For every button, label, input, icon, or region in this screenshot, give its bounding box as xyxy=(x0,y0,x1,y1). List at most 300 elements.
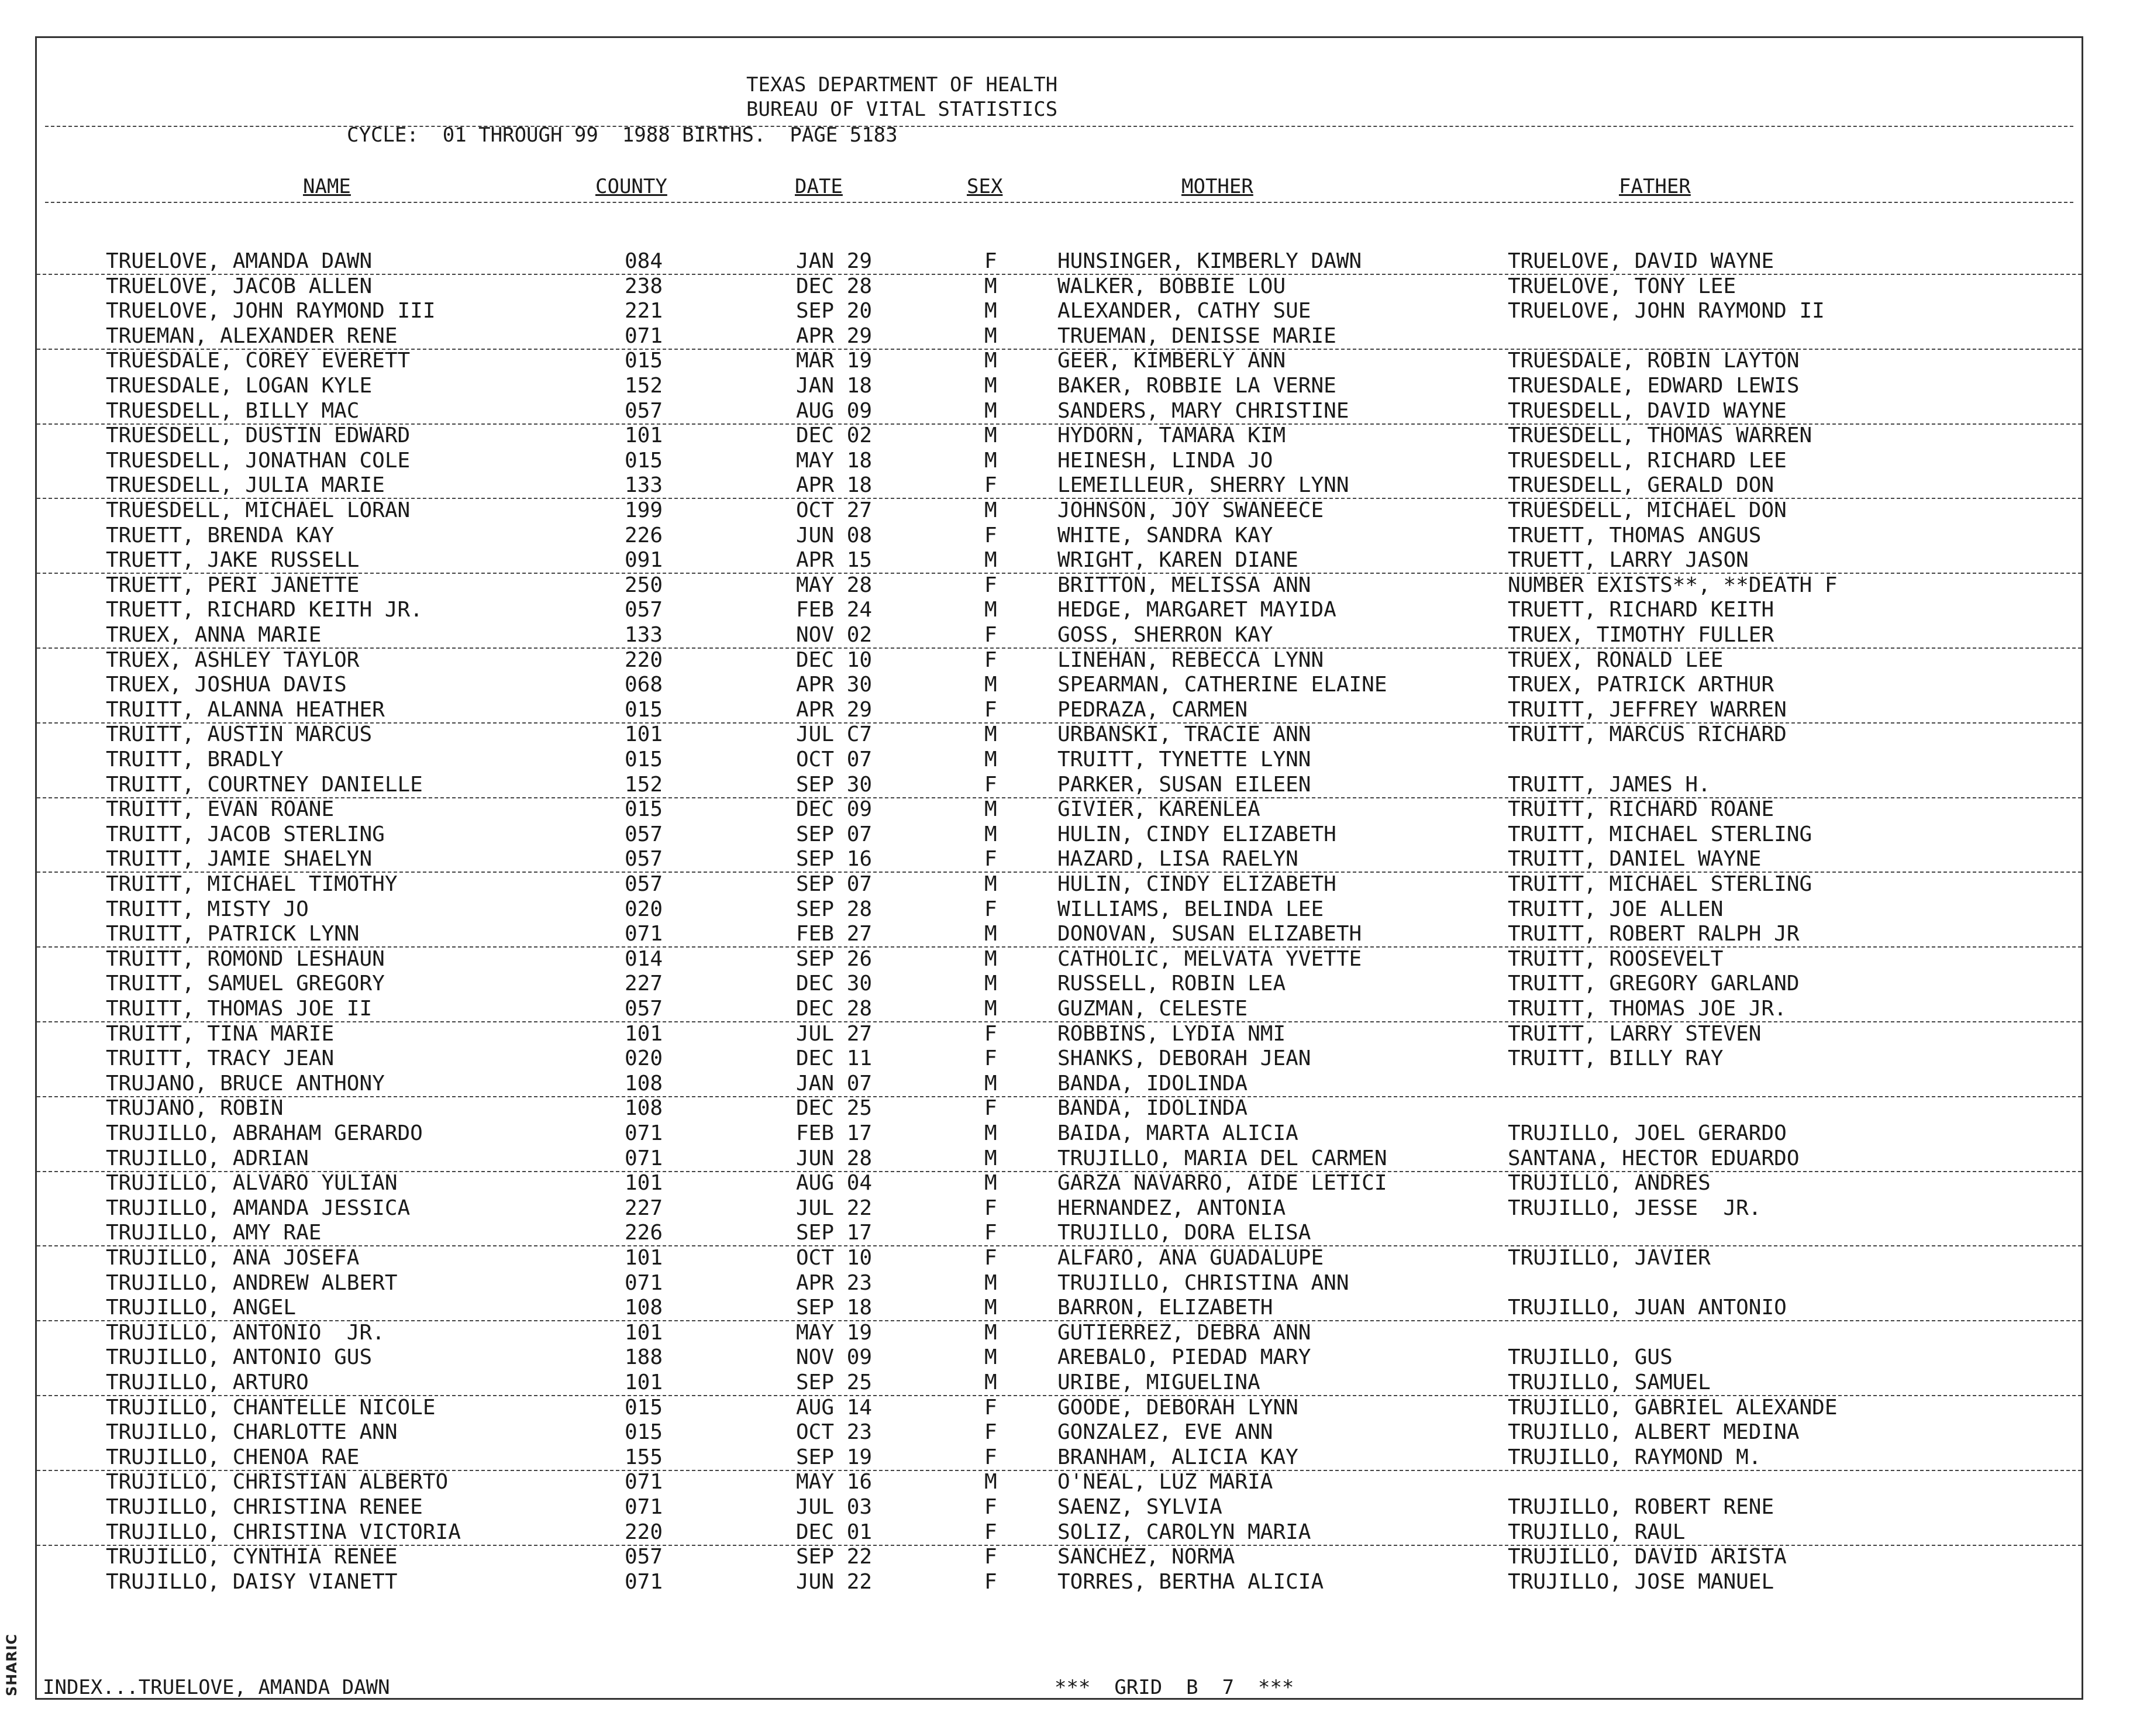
table-row xyxy=(37,1445,2082,1471)
cell-name: TRUEX, JOSHUA DAVIS xyxy=(106,673,347,697)
cell-name: TRUETT, JAKE RUSSELL xyxy=(106,548,360,573)
cell-mother: HULIN, CINDY ELIZABETH xyxy=(1057,822,1336,846)
table-row xyxy=(37,1469,2082,1494)
cell-sex: F xyxy=(984,1096,997,1121)
column-header-date: DATE xyxy=(795,175,843,198)
cell-date: APR 15 xyxy=(796,548,873,573)
cell-date: DEC 25 xyxy=(796,1096,873,1121)
table-row xyxy=(37,772,2082,798)
cell-mother: SHANKS, DEBORAH JEAN xyxy=(1057,1046,1311,1071)
cell-mother: HYDORN, TAMARA KIM xyxy=(1057,423,1286,448)
cell-mother: BRANHAM, ALICIA KAY xyxy=(1057,1445,1298,1469)
cell-name: TRUITT, EVAN ROANE xyxy=(106,797,335,822)
cell-name: TRUELOVE, JACOB ALLEN xyxy=(106,274,373,298)
cell-name: TRUEX, ASHLEY TAYLOR xyxy=(106,647,360,672)
cell-date: DEC 01 xyxy=(796,1520,873,1544)
cell-date: DEC 02 xyxy=(796,423,873,448)
cell-sex: M xyxy=(984,1345,997,1370)
cell-father: TRUITT, GREGORY GARLAND xyxy=(1508,972,1800,996)
cell-county: 227 xyxy=(625,972,663,996)
cell-county: 057 xyxy=(625,872,663,896)
cell-date: MAY 19 xyxy=(796,1320,873,1345)
table-row xyxy=(37,274,2082,299)
cell-sex: F xyxy=(984,1221,997,1245)
cell-name: TRUJILLO, CHRISTINA VICTORIA xyxy=(106,1520,461,1544)
cell-mother: HEINESH, LINDA JO xyxy=(1057,448,1273,473)
table-row xyxy=(37,1021,2082,1046)
cell-county: 015 xyxy=(625,448,663,473)
cell-sex: F xyxy=(984,647,997,672)
cell-name: TRUITT, COURTNEY DANIELLE xyxy=(106,772,423,797)
cell-sex: F xyxy=(984,772,997,797)
cell-county: 101 xyxy=(625,1021,663,1046)
table-row xyxy=(37,872,2082,897)
cell-sex: M xyxy=(984,797,997,822)
cell-county: 020 xyxy=(625,1046,663,1071)
cell-mother: GOSS, SHERRON KAY xyxy=(1057,623,1273,647)
cell-date: SEP 25 xyxy=(796,1370,873,1394)
cell-sex: M xyxy=(984,748,997,771)
table-row xyxy=(37,547,2082,574)
table-row xyxy=(37,1220,2082,1246)
cell-county: 015 xyxy=(625,1395,663,1420)
table-row xyxy=(37,1146,2082,1172)
cell-sex: F xyxy=(984,1495,997,1519)
cell-name: TRUEMAN, ALEXANDER RENE xyxy=(106,323,398,348)
cell-date: JUL 27 xyxy=(796,1021,873,1046)
cell-date: SEP 26 xyxy=(796,946,873,971)
cell-sex: M xyxy=(984,1270,997,1295)
cell-mother: BANDA, IDOLINDA xyxy=(1057,1096,1248,1121)
cell-name: TRUJILLO, ANDREW ALBERT xyxy=(106,1270,398,1295)
cell-name: TRUJILLO, ANGEL xyxy=(106,1296,297,1320)
cell-date: SEP 30 xyxy=(796,772,873,797)
cell-county: 015 xyxy=(625,697,663,722)
table-row xyxy=(37,523,2082,548)
cell-mother: GUZMAN, CELESTE xyxy=(1057,997,1248,1021)
cell-name: TRUJILLO, AMY RAE xyxy=(106,1221,322,1245)
cell-date: SEP 28 xyxy=(796,897,873,921)
column-header-name: NAME xyxy=(303,175,351,198)
cell-county: 015 xyxy=(625,748,663,771)
footer-index: INDEX...TRUELOVE, AMANDA DAWN xyxy=(43,1676,390,1699)
cell-father: TRUITT, JAMES H. xyxy=(1508,772,1711,797)
table-row xyxy=(37,1196,2082,1221)
cell-name: TRUJILLO, ANTONIO GUS xyxy=(106,1345,373,1370)
cell-father: TRUELOVE, TONY LEE xyxy=(1508,274,1736,298)
cell-name: TRUJILLO, DAISY VIANETT xyxy=(106,1569,398,1594)
cell-sex: M xyxy=(984,423,997,448)
cell-name: TRUESDELL, BILLY MAC xyxy=(106,398,360,423)
cell-mother: WRIGHT, KAREN DIANE xyxy=(1057,548,1298,573)
cell-father: NUMBER EXISTS**, **DEATH F xyxy=(1508,573,1838,597)
cell-date: DEC 10 xyxy=(796,647,873,672)
cell-father: TRUELOVE, DAVID WAYNE xyxy=(1508,249,1774,273)
cell-sex: F xyxy=(984,697,997,722)
cell-name: TRUJILLO, ADRIAN xyxy=(106,1146,309,1170)
table-row xyxy=(37,1520,2082,1546)
cell-county: 015 xyxy=(625,349,663,373)
table-row xyxy=(37,797,2082,822)
header-cycle: CYCLE: 01 THROUGH 99 1988 BIRTHS. PAGE 5183 xyxy=(347,123,898,147)
cell-name: TRUJILLO, ABRAHAM GERARDO xyxy=(106,1121,423,1145)
cell-county: 057 xyxy=(625,997,663,1021)
cell-father: TRUITT, JEFFREY WARREN xyxy=(1508,697,1787,722)
table-row xyxy=(37,348,2082,373)
table-row xyxy=(37,921,2082,948)
cell-sex: M xyxy=(984,398,997,423)
header-bureau: BUREAU OF VITAL STATISTICS xyxy=(746,98,1058,121)
cell-date: MAY 16 xyxy=(796,1470,873,1494)
cell-sex: F xyxy=(984,1520,997,1544)
cell-father: TRUJILLO, JOEL GERARDO xyxy=(1508,1121,1787,1145)
cell-mother: URBANSKI, TRACIE ANN xyxy=(1057,722,1311,747)
cell-name: TRUJANO, ROBIN xyxy=(106,1096,284,1121)
cell-date: DEC 28 xyxy=(796,274,873,298)
cell-name: TRUITT, JACOB STERLING xyxy=(106,822,385,846)
cell-date: OCT 10 xyxy=(796,1246,873,1270)
table-row xyxy=(37,1494,2082,1520)
cell-name: TRUITT, MICHAEL TIMOTHY xyxy=(106,872,398,896)
table-row xyxy=(37,1320,2082,1345)
cell-sex: M xyxy=(984,1320,997,1345)
cell-name: TRUELOVE, JOHN RAYMOND III xyxy=(106,299,436,323)
table-row xyxy=(37,473,2082,499)
column-header-sex: SEX xyxy=(967,175,1003,198)
cell-name: TRUJILLO, ALVARO YULIAN xyxy=(106,1171,398,1196)
cell-sex: M xyxy=(984,1296,997,1320)
cell-father: TRUESDELL, GERALD DON xyxy=(1508,473,1774,498)
cell-father: TRUJILLO, ROBERT RENE xyxy=(1508,1495,1774,1519)
cell-sex: F xyxy=(984,1021,997,1046)
table-row xyxy=(37,1370,2082,1396)
cell-father: TRUJILLO, JUAN ANTONIO xyxy=(1508,1296,1787,1320)
cell-mother: GEER, KIMBERLY ANN xyxy=(1057,349,1286,373)
cell-father: TRUJILLO, RAYMOND M. xyxy=(1508,1445,1762,1469)
cell-sex: M xyxy=(984,872,997,896)
cell-father: TRUESDELL, MICHAEL DON xyxy=(1508,498,1787,522)
cell-mother: TRUITT, TYNETTE LYNN xyxy=(1057,748,1311,771)
cell-name: TRUJILLO, ARTURO xyxy=(106,1370,309,1394)
table-row xyxy=(37,946,2082,972)
cell-name: TRUITT, TRACY JEAN xyxy=(106,1046,335,1071)
cell-father: TRUESDELL, THOMAS WARREN xyxy=(1508,423,1812,448)
cell-date: NOV 09 xyxy=(796,1345,873,1370)
cell-sex: F xyxy=(984,573,997,597)
cell-sex: F xyxy=(984,1196,997,1220)
cell-mother: ALEXANDER, CATHY SUE xyxy=(1057,299,1311,323)
cell-county: 227 xyxy=(625,1196,663,1220)
cell-sex: F xyxy=(984,1395,997,1420)
cell-father: TRUETT, THOMAS ANGUS xyxy=(1508,523,1762,547)
cell-mother: BAIDA, MARTA ALICIA xyxy=(1057,1121,1298,1145)
cell-father: TRUEX, RONALD LEE xyxy=(1508,647,1724,672)
cell-mother: GUTIERREZ, DEBRA ANN xyxy=(1057,1320,1311,1345)
cell-date: MAY 18 xyxy=(796,448,873,473)
cell-name: TRUJILLO, CHENOA RAE xyxy=(106,1445,360,1469)
footer-grid: *** GRID B 7 *** xyxy=(1055,1676,1294,1699)
cell-mother: SPEARMAN, CATHERINE ELAINE xyxy=(1057,673,1387,697)
cell-sex: M xyxy=(984,1171,997,1196)
cell-mother: SOLIZ, CAROLYN MARIA xyxy=(1057,1520,1311,1544)
cell-father: TRUITT, BILLY RAY xyxy=(1508,1046,1724,1071)
cell-mother: SANCHEZ, NORMA xyxy=(1057,1545,1235,1569)
cell-sex: M xyxy=(984,299,997,323)
table-row xyxy=(37,423,2082,448)
cell-county: 101 xyxy=(625,423,663,448)
cell-sex: F xyxy=(984,897,997,921)
cell-name: TRUITT, TINA MARIE xyxy=(106,1021,335,1046)
cell-sex: M xyxy=(984,374,997,398)
cell-name: TRUITT, SAMUEL GREGORY xyxy=(106,972,385,996)
table-row xyxy=(37,1270,2082,1296)
table-row xyxy=(37,1170,2082,1196)
cell-sex: M xyxy=(984,548,997,573)
cell-sex: M xyxy=(984,598,997,622)
cell-father: TRUITT, ROBERT RALPH JR xyxy=(1508,922,1800,946)
cell-county: 152 xyxy=(625,374,663,398)
cell-county: 108 xyxy=(625,1296,663,1320)
cell-mother: TORRES, BERTHA ALICIA xyxy=(1057,1569,1324,1594)
cell-mother: PARKER, SUSAN EILEEN xyxy=(1057,772,1311,797)
table-row xyxy=(37,597,2082,622)
cell-date: DEC 30 xyxy=(796,972,873,996)
cell-county: 057 xyxy=(625,822,663,846)
cell-date: JUL 22 xyxy=(796,1196,873,1220)
cell-mother: BARRON, ELIZABETH xyxy=(1057,1296,1273,1320)
cell-name: TRUESDALE, COREY EVERETT xyxy=(106,349,411,373)
cell-date: APR 30 xyxy=(796,673,873,697)
table-row xyxy=(37,897,2082,922)
cell-mother: LEMEILLEUR, SHERRY LYNN xyxy=(1057,473,1349,498)
table-row xyxy=(37,398,2082,425)
cell-date: JAN 07 xyxy=(796,1071,873,1096)
cell-name: TRUESDELL, DUSTIN EDWARD xyxy=(106,423,411,448)
table-row xyxy=(37,622,2082,649)
cell-name: TRUITT, MISTY JO xyxy=(106,897,309,921)
cell-county: 014 xyxy=(625,946,663,971)
cell-date: JUN 28 xyxy=(796,1146,873,1170)
cell-county: 199 xyxy=(625,498,663,522)
cell-county: 238 xyxy=(625,274,663,298)
cell-mother: ROBBINS, LYDIA NMI xyxy=(1057,1021,1286,1046)
cell-father: TRUJILLO, SAMUEL xyxy=(1508,1370,1711,1394)
cell-father: TRUJILLO, GABRIEL ALEXANDE xyxy=(1508,1395,1838,1420)
cell-date: APR 18 xyxy=(796,473,873,498)
cell-date: NOV 02 xyxy=(796,623,873,647)
cell-sex: M xyxy=(984,498,997,522)
cell-name: TRUJILLO, AMANDA JESSICA xyxy=(106,1196,411,1220)
cell-county: 071 xyxy=(625,1495,663,1519)
cell-date: APR 23 xyxy=(796,1270,873,1295)
cell-sex: F xyxy=(984,523,997,547)
cell-father: TRUITT, ROOSEVELT xyxy=(1508,946,1724,971)
cell-county: 152 xyxy=(625,772,663,797)
cell-name: TRUETT, PERI JANETTE xyxy=(106,573,360,597)
cell-name: TRUESDELL, JULIA MARIE xyxy=(106,473,385,498)
cell-county: 133 xyxy=(625,473,663,498)
cell-father: TRUETT, LARRY JASON xyxy=(1508,548,1749,573)
cell-county: 220 xyxy=(625,647,663,672)
cell-father: TRUITT, LARRY STEVEN xyxy=(1508,1021,1762,1046)
cell-name: TRUJILLO, CHRISTINA RENEE xyxy=(106,1495,423,1519)
table-row xyxy=(37,573,2082,598)
cell-county: 084 xyxy=(625,249,663,273)
cell-name: TRUESDELL, JONATHAN COLE xyxy=(106,448,411,473)
cell-sex: M xyxy=(984,673,997,697)
cell-mother: BRITTON, MELISSA ANN xyxy=(1057,573,1311,597)
table-row xyxy=(37,1071,2082,1097)
cell-father: SANTANA, HECTOR EDUARDO xyxy=(1508,1146,1800,1170)
table-row xyxy=(37,647,2082,673)
cell-county: 015 xyxy=(625,1420,663,1445)
cell-father: TRUJILLO, JOSE MANUEL xyxy=(1508,1569,1774,1594)
cell-date: OCT 23 xyxy=(796,1420,873,1445)
cell-sex: F xyxy=(984,1569,997,1594)
cell-sex: M xyxy=(984,1370,997,1394)
cell-county: 250 xyxy=(625,573,663,597)
cell-county: 071 xyxy=(625,922,663,946)
cell-name: TRUJILLO, ANA JOSEFA xyxy=(106,1246,360,1270)
table-row xyxy=(37,298,2082,323)
cell-name: TRUITT, ALANNA HEATHER xyxy=(106,697,385,722)
cell-county: 133 xyxy=(625,623,663,647)
cell-name: TRUETT, RICHARD KEITH JR. xyxy=(106,598,423,622)
table-row xyxy=(37,672,2082,697)
table-row xyxy=(37,1345,2082,1370)
cell-sex: M xyxy=(984,997,997,1021)
cell-county: 101 xyxy=(625,1370,663,1394)
cell-mother: CATHOLIC, MELVATA YVETTE xyxy=(1057,946,1362,971)
cell-date: OCT 27 xyxy=(796,498,873,522)
cell-county: 057 xyxy=(625,1545,663,1569)
cell-county: 101 xyxy=(625,1320,663,1345)
cell-name: TRUETT, BRENDA KAY xyxy=(106,523,335,547)
table-row xyxy=(37,1569,2082,1594)
cell-mother: WILLIAMS, BELINDA LEE xyxy=(1057,897,1324,921)
cell-mother: GOODE, DEBORAH LYNN xyxy=(1057,1395,1298,1420)
cell-sex: M xyxy=(984,722,997,747)
cell-father: TRUETT, RICHARD KEITH xyxy=(1508,598,1774,622)
table-row xyxy=(37,1295,2082,1321)
cell-date: SEP 16 xyxy=(796,847,873,872)
cell-date: SEP 22 xyxy=(796,1545,873,1569)
cell-father: TRUESDALE, ROBIN LAYTON xyxy=(1508,349,1800,373)
cell-mother: SANDERS, MARY CHRISTINE xyxy=(1057,398,1349,423)
table-row xyxy=(37,498,2082,523)
cell-mother: TRUEMAN, DENISSE MARIE xyxy=(1057,323,1336,348)
cell-date: FEB 24 xyxy=(796,598,873,622)
cell-county: 221 xyxy=(625,299,663,323)
cell-county: 108 xyxy=(625,1071,663,1096)
cell-mother: JOHNSON, JOY SWANEECE xyxy=(1057,498,1324,522)
cell-mother: O'NEAL, LUZ MARIA xyxy=(1057,1470,1273,1494)
document-frame xyxy=(35,36,2083,1700)
cell-date: AUG 04 xyxy=(796,1171,873,1196)
cell-date: JUN 22 xyxy=(796,1569,873,1594)
cell-mother: HULIN, CINDY ELIZABETH xyxy=(1057,872,1336,896)
cell-county: 071 xyxy=(625,1470,663,1494)
cell-mother: HUNSINGER, KIMBERLY DAWN xyxy=(1057,249,1362,273)
cell-county: 057 xyxy=(625,847,663,872)
cell-father: TRUITT, THOMAS JOE JR. xyxy=(1508,997,1787,1021)
cell-father: TRUJILLO, GUS xyxy=(1508,1345,1673,1370)
cell-date: DEC 28 xyxy=(796,997,873,1021)
cell-county: 101 xyxy=(625,722,663,747)
cell-father: TRUESDELL, RICHARD LEE xyxy=(1508,448,1787,473)
column-header-divider xyxy=(45,202,2073,203)
cell-father: TRUESDALE, EDWARD LEWIS xyxy=(1508,374,1800,398)
cell-name: TRUJILLO, CHRISTIAN ALBERTO xyxy=(106,1470,449,1494)
cell-sex: M xyxy=(984,448,997,473)
cell-county: 091 xyxy=(625,548,663,573)
cell-sex: F xyxy=(984,1545,997,1569)
cell-date: APR 29 xyxy=(796,697,873,722)
table-row xyxy=(37,1395,2082,1420)
cell-date: JAN 29 xyxy=(796,249,873,273)
table-row xyxy=(37,249,2082,275)
cell-date: SEP 20 xyxy=(796,299,873,323)
cell-name: TRUITT, THOMAS JOE II xyxy=(106,997,373,1021)
cell-sex: F xyxy=(984,623,997,647)
cell-sex: F xyxy=(984,1246,997,1270)
table-row xyxy=(37,996,2082,1022)
cell-date: MAY 28 xyxy=(796,573,873,597)
cell-father: TRUELOVE, JOHN RAYMOND II xyxy=(1508,299,1825,323)
cell-name: TRUJILLO, CYNTHIA RENEE xyxy=(106,1545,398,1569)
cell-county: 101 xyxy=(625,1246,663,1270)
cell-mother: GIVIER, KARENLEA xyxy=(1057,797,1260,822)
cell-father: TRUITT, MICHAEL STERLING xyxy=(1508,872,1812,896)
cell-mother: GARZA NAVARRO, AIDE LETICI xyxy=(1057,1171,1387,1196)
cell-father: TRUITT, MICHAEL STERLING xyxy=(1508,822,1812,846)
cell-date: JUL C7 xyxy=(796,722,873,747)
side-label: SHARIC xyxy=(4,1634,20,1696)
cell-county: 015 xyxy=(625,797,663,822)
cell-sex: M xyxy=(984,274,997,298)
cell-date: SEP 19 xyxy=(796,1445,873,1469)
cell-date: DEC 11 xyxy=(796,1046,873,1071)
cell-date: AUG 09 xyxy=(796,398,873,423)
cell-sex: M xyxy=(984,922,997,946)
cell-father: TRUITT, DANIEL WAYNE xyxy=(1508,847,1762,872)
cell-name: TRUEX, ANNA MARIE xyxy=(106,623,322,647)
cell-mother: URIBE, MIGUELINA xyxy=(1057,1370,1260,1394)
cell-mother: SAENZ, SYLVIA xyxy=(1057,1495,1222,1519)
cell-name: TRUELOVE, AMANDA DAWN xyxy=(106,249,373,273)
cell-name: TRUJILLO, CHARLOTTE ANN xyxy=(106,1420,398,1445)
cell-father: TRUJILLO, DAVID ARISTA xyxy=(1508,1545,1787,1569)
cell-date: MAR 19 xyxy=(796,349,873,373)
cell-mother: ALFARO, ANA GUADALUPE xyxy=(1057,1246,1324,1270)
cell-county: 020 xyxy=(625,897,663,921)
table-row xyxy=(37,1096,2082,1121)
cell-name: TRUJILLO, ANTONIO JR. xyxy=(106,1320,385,1345)
table-row xyxy=(37,822,2082,847)
table-row xyxy=(37,722,2082,747)
cell-date: SEP 07 xyxy=(796,872,873,896)
cell-father: TRUJILLO, ANDRES xyxy=(1508,1171,1711,1196)
cell-mother: BAKER, ROBBIE LA VERNE xyxy=(1057,374,1336,398)
cell-sex: M xyxy=(984,972,997,996)
cell-county: 068 xyxy=(625,673,663,697)
cell-sex: F xyxy=(984,1420,997,1445)
cell-date: APR 29 xyxy=(796,323,873,348)
cell-mother: WALKER, BOBBIE LOU xyxy=(1057,274,1286,298)
table-row xyxy=(37,1046,2082,1071)
table-row xyxy=(37,846,2082,873)
cell-mother: RUSSELL, ROBIN LEA xyxy=(1057,972,1286,996)
